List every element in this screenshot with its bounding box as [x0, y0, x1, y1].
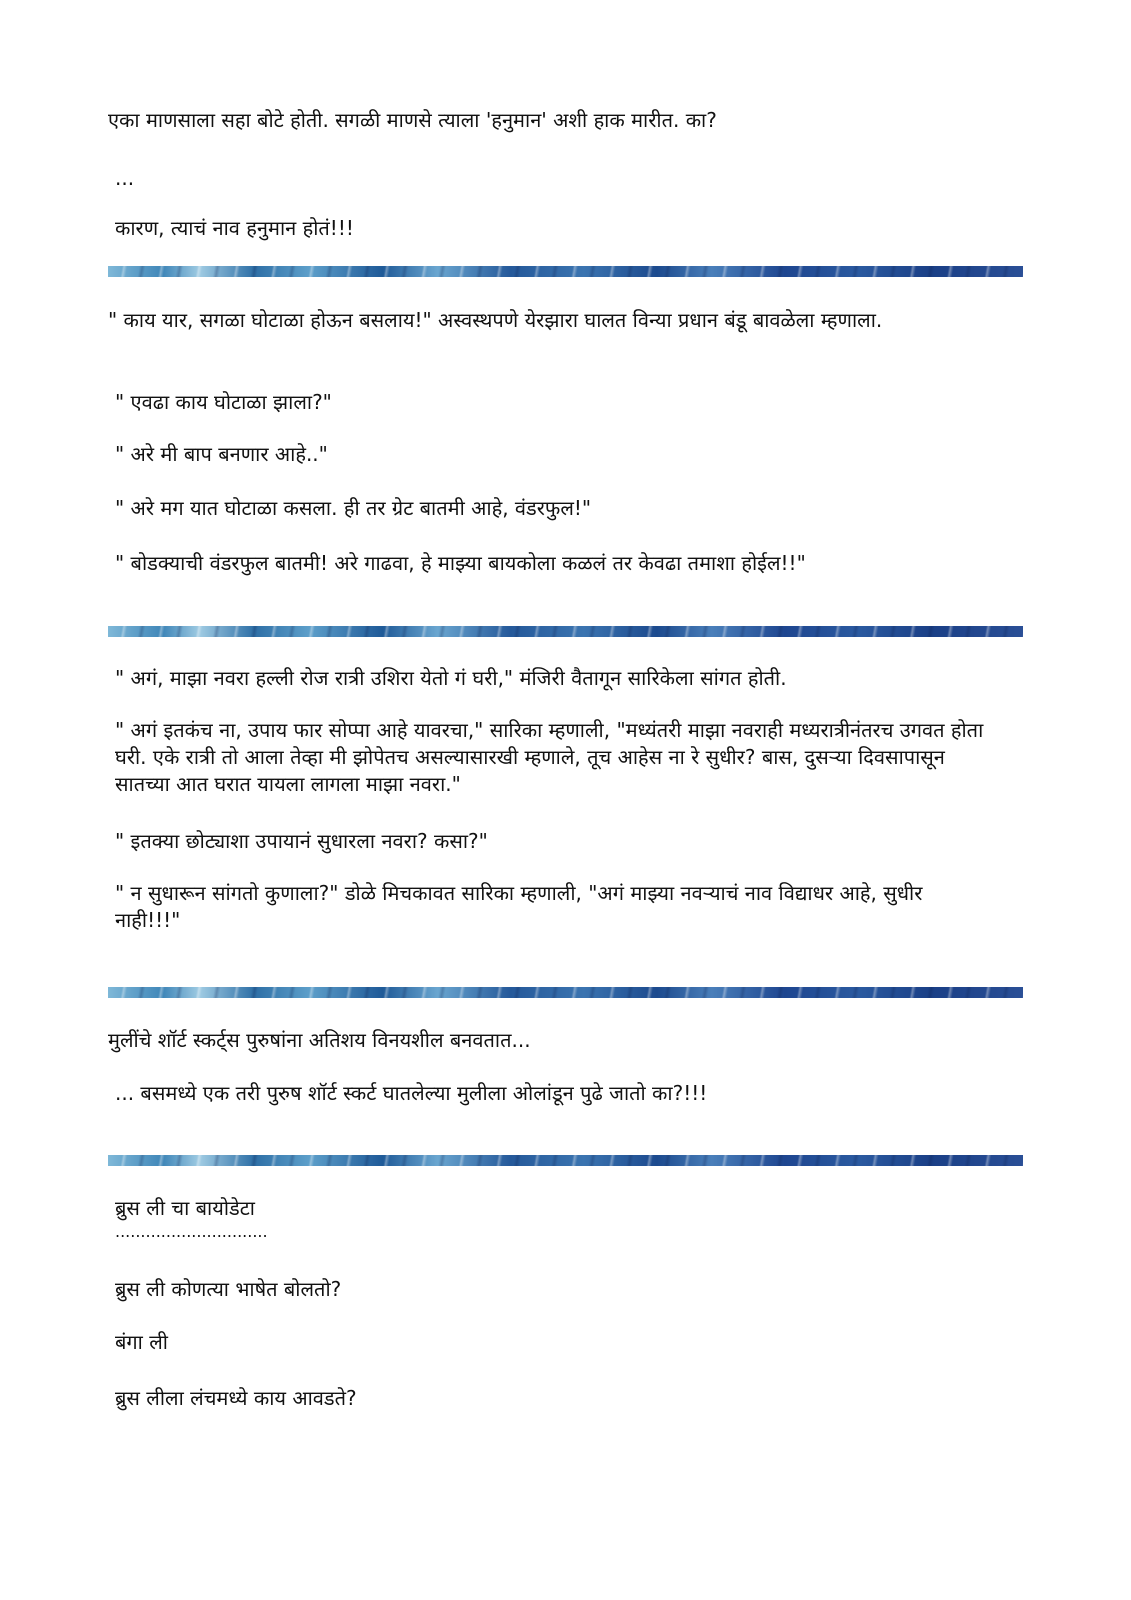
joke-2-line-2: " एवढा काय घोटाळा झाला?" — [115, 390, 332, 414]
separator-bar — [108, 1155, 1023, 1166]
joke-2-line-5: " बोडक्याची वंडरफुल बातमी! अरे गाढवा, हे माझ्या बायकोला कळलं तर केवढा तमाशा होईल!!" — [115, 551, 806, 575]
joke-1-question: एका माणसाला सहा बोटे होती. सगळी माणसे त्याला 'हनुमान' अशी हाक मारीत. का? — [108, 108, 717, 132]
joke-1-answer: कारण, त्याचं नाव हनुमान होतं!!! — [115, 216, 354, 240]
joke-1-ellipsis: ... — [115, 166, 135, 190]
joke-4-line-2: ... बसमध्ये एक तरी पुरुष शॉर्ट स्कर्ट घातलेल्या मुलीला ओलांडून पुढे जातो का?!!! — [115, 1081, 708, 1105]
joke-2-line-3: " अरे मी बाप बनणार आहे.." — [115, 442, 328, 466]
joke-3-line-4: " न सुधारून सांगतो कुणाला?" डोळे मिचकावत सारिका म्हणाली, "अगं माझ्या नवऱ्याचं नाव विद्याधर आहे, सुधीर नाही!!!" — [115, 881, 929, 932]
joke-3-line-1: " अगं, माझा नवरा हल्ली रोज रात्री उशिरा येतो गं घरी," मंजिरी वैतागून सारिकेला सांगत होती. — [115, 666, 787, 690]
joke-5-question-1: ब्रुस ली कोणत्या भाषेत बोलतो? — [115, 1277, 342, 1301]
separator-bar — [108, 266, 1023, 277]
joke-5-dots: .............................. — [115, 1222, 268, 1241]
separator-bar — [108, 987, 1023, 998]
joke-5-title: ब्रुस ली चा बायोडेटा — [115, 1196, 255, 1220]
separator-bar — [108, 626, 1023, 637]
joke-2-line-1: " काय यार, सगळा घोटाळा होऊन बसलाय!" अस्वस्थपणे येरझारा घालत विन्या प्रधान बंडू बावळेला म्हणाला. — [108, 308, 883, 332]
joke-5-answer-1: बंगा ली — [115, 1330, 168, 1354]
joke-3-line-3: " इतक्या छोट्याशा उपायानं सुधारला नवरा? कसा?" — [115, 829, 488, 853]
joke-2-line-4: " अरे मग यात घोटाळा कसला. ही तर ग्रेट बातमी आहे, वंडरफुल!" — [115, 496, 592, 520]
joke-4-line-1: मुलींचे शॉर्ट स्कर्ट्स पुरुषांना अतिशय विनयशील बनवतात... — [108, 1028, 531, 1052]
joke-3-line-2: " अगं इतकंच ना, उपाय फार सोप्पा आहे यावरचा," सारिका म्हणाली, "मध्यंतरी माझा नवराही मध्यरात्रीनंतरच उगवत होता घरी. एके रात्री तो आला तेव्हा मी झोपेतच असल्यासारखी म्हणाले, तूच आहेस ना रे सुधीर? बास, दुसऱ्या दिवसापासून सातच्या आत घरात यायला लागला माझा नवरा." — [115, 718, 990, 796]
joke-5-question-2: ब्रुस लीला लंचमध्ये काय आवडते? — [115, 1386, 357, 1410]
